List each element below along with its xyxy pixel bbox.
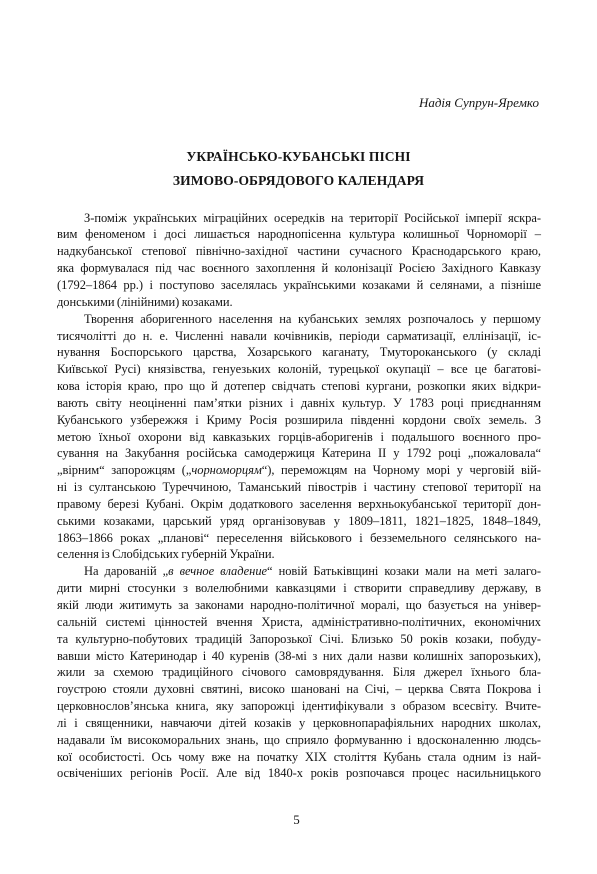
text-segment: нування Боспорського царства, Хозарського каганату, Тмутороканського (у складі — [57, 345, 541, 360]
emphasized-text: в вечное владение — [168, 564, 268, 579]
text-line — [57, 681, 541, 698]
text-segment: вавши місто Катеринодар і 40 куренів (38-мі з них дали назви колишніх запорозьких), — [57, 648, 541, 663]
text-line — [57, 361, 541, 378]
text-line — [57, 429, 541, 446]
text-segment: вають світу неоціненні пам’ятки різних і давніх культур. У 1783 році приєднанням — [57, 395, 541, 410]
text-line — [57, 294, 541, 311]
article-title — [0, 145, 597, 193]
text-line — [57, 462, 541, 479]
text-line — [57, 513, 541, 530]
text-segment: гоустрою стояли духовні святині, високо шановані на Січі, – церква Свята Покрова і — [57, 682, 541, 697]
text-segment: (1792–1864 рр.) і поступово заселялась українськими козаками й селянами, а пізніше — [57, 277, 541, 292]
text-segment: „вірним“ запорожцям („ — [57, 463, 192, 478]
text-line — [57, 378, 541, 395]
text-line — [57, 395, 541, 412]
emphasized-text: чорноморцям — [191, 463, 262, 478]
text-line — [57, 479, 541, 496]
text-segment: 1863–1866 роках „планові“ переселення військового і безземельного селянського на- — [57, 530, 541, 545]
text-segment: Творення аборигенного населення на кубанських землях розпочалось у першому — [84, 311, 541, 326]
text-line — [57, 344, 541, 361]
text-segment: сальній системі цінностей вчення Христа, адміністративно-політичних, економічних — [57, 614, 541, 629]
text-segment: церковнослов’янська книга, яку запорожці ідентифікували з образом всесвіту. Вчите- — [57, 699, 541, 714]
text-segment: надкубанської степової північно-західної частини сучасного Краснодарського краю, — [57, 244, 541, 259]
text-line — [57, 698, 541, 715]
text-line — [57, 664, 541, 681]
text-line — [57, 648, 541, 665]
text-line — [57, 546, 541, 563]
text-segment: селення із Слобідських губерній України. — [57, 547, 275, 562]
text-segment: дити мирні стосунки з волелюбними кавказцями і створити справедливу державу, в — [57, 581, 541, 596]
text-line — [57, 496, 541, 513]
text-segment: На дарованій „ — [84, 564, 169, 579]
text-segment: Кубанського узбережжя і Криму Росія розширила південні кордони своїх земель. З — [57, 412, 541, 427]
text-line — [57, 412, 541, 429]
text-line — [57, 445, 541, 462]
paragraph — [57, 563, 541, 782]
text-line — [57, 277, 541, 294]
text-line — [57, 597, 541, 614]
text-line — [57, 210, 541, 227]
text-segment: кої особистості. Ось чому вже на початку XIX століття Кубань стала одним із най- — [57, 749, 541, 764]
text-segment: освіченіших регіонів Росії. Але від 1840-х років розпочався процес насильницького — [57, 766, 541, 781]
text-line — [57, 631, 541, 648]
text-line — [57, 715, 541, 732]
text-line — [57, 311, 541, 328]
text-segment: яка формувалася під час воєнного захоплення й колонізації Росією Західного Кавказу — [57, 261, 541, 276]
text-segment: “), переможцям на Чорному морі у черговій вій- — [261, 463, 541, 478]
text-segment: сування на Закубання російська самодержиця Катерина II у 1792 році „пожаловала“ — [57, 446, 541, 461]
text-segment: якій люди житимуть за законами народно-політичної моралі, що базується на універ- — [57, 598, 541, 612]
text-line — [57, 243, 541, 260]
text-line — [57, 749, 541, 766]
text-line — [57, 260, 541, 277]
text-line — [57, 530, 541, 547]
text-segment: донськими (лінійними) козаками. — [57, 294, 233, 309]
text-line — [57, 580, 541, 597]
text-segment: метою їхньої охорони від кавказьких горців-аборигенів і подальшого воєнного про- — [57, 429, 541, 444]
text-line — [57, 614, 541, 631]
text-line — [57, 732, 541, 749]
text-segment: ні із султанською Туреччиною, Таманський півострів і частину степової території на — [57, 480, 541, 495]
text-line — [57, 765, 541, 782]
text-segment: та культурно-побутових традицій Запорозької Січі. Близько 50 років козаки, побуду- — [57, 631, 541, 646]
text-segment: тисячолітті до н. е. Численні навали кочівників, періоди сарматизації, еллінізації, іс- — [57, 328, 541, 343]
text-segment: З-поміж українських міграційних осередків на території Російської імперії яскра- — [84, 210, 541, 225]
text-segment: лі і священники, навчаючи дітей козаків у церковнопарафіяльних народних школах, — [57, 715, 541, 730]
text-line — [57, 563, 541, 580]
text-segment: Київської Русі) князівства, генуезьких колоній, турецької окупації – все це багатові- — [57, 362, 541, 377]
running-header-author: Надія Супрун-Яремко — [418, 95, 539, 110]
text-segment: кова історія краю, про що й дотепер свідчать степові кургани, розкопки яких відкри- — [57, 379, 541, 394]
article-body — [57, 210, 541, 783]
paragraph — [57, 210, 541, 311]
text-line — [57, 226, 541, 243]
text-line — [57, 328, 541, 345]
text-segment: вим феноменом і досі лишається народнопісенна культура колишньої Чорноморії – — [57, 227, 541, 242]
title-line: ЗИМОВО-ОБРЯДОВОГО КАЛЕНДАРЯ — [172, 173, 425, 188]
text-segment: надавали їм високоморальних знань, що сприяло формуванню і вдосконаленню людсь- — [57, 732, 541, 747]
paragraph — [57, 311, 541, 564]
title-line: УКРАЇНСЬКО-КУБАНСЬКІ ПІСНІ — [186, 149, 411, 164]
page-number: 5 — [293, 812, 300, 827]
text-segment: “ новій Батьківщині козаки мали на меті залаго- — [267, 564, 541, 579]
text-segment: ськими козаками, царський уряд організовував у 1809–1811, 1821–1825, 1848–1849, — [57, 513, 541, 528]
text-segment: жили за схемою традиційного січового самоврядування. Біля джерел їхнього бла- — [57, 665, 541, 680]
text-segment: правому березі Кубані. Окрім додаткового заселення верхньокубанської території дон- — [57, 496, 541, 511]
